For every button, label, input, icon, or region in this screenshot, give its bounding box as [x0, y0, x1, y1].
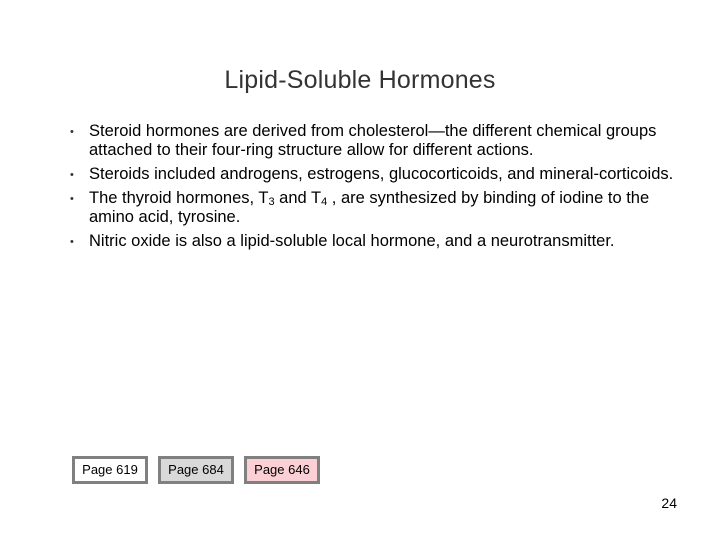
bullet-marker-icon: •: [70, 236, 74, 248]
subscript-3: 3: [268, 196, 275, 208]
bullet-item-steroids-included: [70, 165, 680, 184]
bullet-text: Nitric oxide is also a lipid-soluble local hormone, and a neurotransmitter.: [89, 232, 615, 250]
bullet-text: Steroids included androgens, estrogens, glucocorticoids, and mineral-corticoids.: [89, 165, 674, 183]
bullet-text: Steroid hormones are derived from cholesterol—the different chemical groups attached to their four-ring structure allow for different actions.: [89, 122, 657, 159]
bullet-marker-icon: •: [70, 126, 74, 138]
bullet-item-steroid-hormones: [70, 122, 680, 160]
page-684-button[interactable]: Page 684: [158, 456, 234, 484]
bullet-text-part: The thyroid hormones, T: [89, 189, 269, 207]
bullet-list: [70, 122, 680, 256]
slide-number: 24: [661, 495, 677, 511]
page-646-button[interactable]: Page 646: [244, 456, 320, 484]
page-619-button[interactable]: Page 619: [72, 456, 148, 484]
bullet-text-part: and T: [274, 189, 322, 207]
subscript-4: 4: [321, 196, 328, 208]
bullet-marker-icon: •: [70, 193, 74, 205]
bullet-marker-icon: •: [70, 169, 74, 181]
bullet-item-nitric-oxide: [70, 232, 680, 251]
bullet-text-part: , are synthesized by binding of iodine to the amino acid, tyrosine.: [89, 189, 650, 226]
slide-title: Lipid-Soluble Hormones: [224, 66, 496, 94]
bullet-item-thyroid-hormones: [70, 189, 680, 227]
